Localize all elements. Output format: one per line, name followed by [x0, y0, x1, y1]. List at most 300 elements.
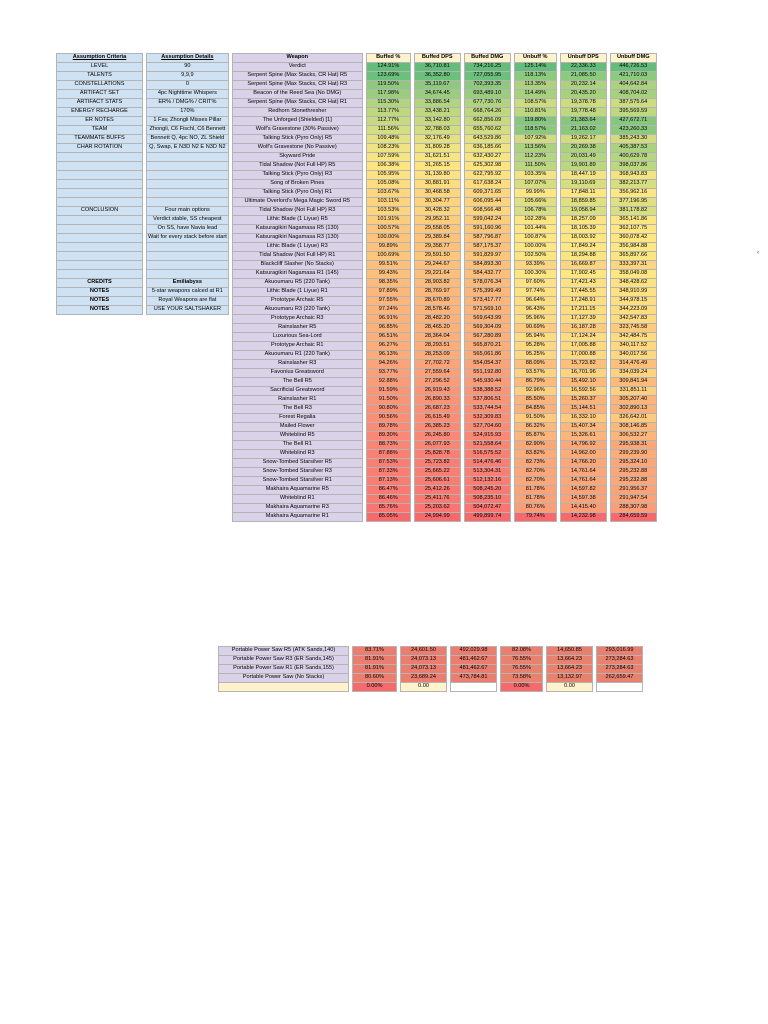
- buffed-dmg-cell[interactable]: 565,061.86: [464, 351, 510, 360]
- weapon-name-cell[interactable]: Whiteblind R1: [232, 495, 362, 504]
- buffed-pct-cell[interactable]: 112.77%: [366, 117, 410, 126]
- buffed-dps-cell[interactable]: 26,890.33: [414, 396, 460, 405]
- unbuff-pct-cell[interactable]: 96.64%: [514, 297, 556, 306]
- details-cell[interactable]: USE YOUR SALTSHAKER: [147, 306, 229, 315]
- buffed-dps-cell[interactable]: 23,689.24: [401, 674, 447, 683]
- buffed-pct-cell[interactable]: 93.77%: [366, 369, 410, 378]
- unbuff-dps-cell[interactable]: 17,848.11: [560, 189, 606, 198]
- unbuff-pct-cell[interactable]: 119.80%: [514, 117, 556, 126]
- unbuff-pct-cell[interactable]: 105.66%: [514, 198, 556, 207]
- weapon-name-cell[interactable]: Blackcliff Slasher (No Stacks): [232, 261, 362, 270]
- unbuff-dps-cell[interactable]: 14,766.20: [560, 459, 606, 468]
- buffed-dmg-cell[interactable]: 481,462.67: [451, 656, 497, 665]
- weapon-name-cell[interactable]: Makhaira Aquamarine R5: [232, 486, 362, 495]
- unbuff-dps-cell[interactable]: 21,085.50: [560, 72, 606, 81]
- unbuff-pct-cell[interactable]: 85.87%: [514, 432, 556, 441]
- unbuff-dmg-cell[interactable]: 344,978.15: [610, 297, 656, 306]
- unbuff-pct-cell[interactable]: 107.92%: [514, 135, 556, 144]
- weapon-name-cell[interactable]: Whiteblind R3: [232, 450, 362, 459]
- unbuff-dps-cell[interactable]: 22,336.33: [560, 63, 606, 72]
- unbuff-dmg-cell[interactable]: [597, 683, 643, 692]
- details-cell[interactable]: Four main options: [147, 207, 229, 216]
- unbuff-dmg-cell[interactable]: 387,575.64: [610, 99, 656, 108]
- buffed-pct-cell[interactable]: 103.67%: [366, 189, 410, 198]
- buffed-pct-cell[interactable]: 96.27%: [366, 342, 410, 351]
- weapon-name-cell[interactable]: Akuoumaru R3 (220 Tank): [232, 306, 362, 315]
- details-cell[interactable]: [147, 243, 229, 252]
- weapon-name-cell[interactable]: Makhaira Aquamarine R3: [232, 504, 362, 513]
- buffed-dps-cell[interactable]: 27,559.64: [414, 369, 460, 378]
- buffed-dps-cell[interactable]: 28,670.89: [414, 297, 460, 306]
- buffed-dmg-cell[interactable]: 569,304.09: [464, 324, 510, 333]
- buffed-pct-cell[interactable]: 100.00%: [366, 234, 410, 243]
- buffed-dps-cell[interactable]: 30,881.91: [414, 180, 460, 189]
- buffed-dps-cell[interactable]: 28,903.82: [414, 279, 460, 288]
- unbuff-dps-cell[interactable]: 14,415.40: [560, 504, 606, 513]
- weapon-name-cell[interactable]: Serpent Spine (Max Stacks, CR Hat) R1: [232, 99, 362, 108]
- unbuff-dmg-cell[interactable]: 421,710.03: [610, 72, 656, 81]
- criteria-cell[interactable]: [57, 198, 143, 207]
- buffed-dmg-cell[interactable]: 668,764.26: [464, 108, 510, 117]
- buffed-dps-cell[interactable]: 29,244.67: [414, 261, 460, 270]
- buffed-pct-cell[interactable]: 96.85%: [366, 324, 410, 333]
- unbuff-dmg-cell[interactable]: 395,569.59: [610, 108, 656, 117]
- buffed-dps-cell[interactable]: 31,809.28: [414, 144, 460, 153]
- unbuff-dps-cell[interactable]: 15,723.82: [560, 360, 606, 369]
- unbuff-dmg-cell[interactable]: 344,223.09: [610, 306, 656, 315]
- weapon-name-cell[interactable]: Forest Regalia: [232, 414, 362, 423]
- buffed-dmg-cell[interactable]: 573,417.77: [464, 297, 510, 306]
- unbuff-pct-cell[interactable]: 110.81%: [514, 108, 556, 117]
- criteria-cell[interactable]: [57, 216, 143, 225]
- weapon-name-cell[interactable]: Talking Stick (Pyro Only) R3: [232, 171, 362, 180]
- buffed-dps-cell[interactable]: 27,702.72: [414, 360, 460, 369]
- buffed-dmg-cell[interactable]: 508,235.10: [464, 495, 510, 504]
- unbuff-dmg-cell[interactable]: 326,642.01: [610, 414, 656, 423]
- details-cell[interactable]: 5-star weapons calced at R1: [147, 288, 229, 297]
- unbuff-dps-cell[interactable]: 17,421.43: [560, 279, 606, 288]
- buffed-dmg-cell[interactable]: 538,388.52: [464, 387, 510, 396]
- buffed-dps-cell[interactable]: 32,176.49: [414, 135, 460, 144]
- buffed-pct-cell[interactable]: 123.69%: [366, 72, 410, 81]
- buffed-dps-cell[interactable]: 25,411.76: [414, 495, 460, 504]
- unbuff-pct-cell[interactable]: 92.96%: [514, 387, 556, 396]
- unbuff-dps-cell[interactable]: 14,597.82: [560, 486, 606, 495]
- unbuff-dps-cell[interactable]: 21,163.02: [560, 126, 606, 135]
- buffed-dmg-cell[interactable]: 636,185.66: [464, 144, 510, 153]
- buffed-dmg-cell[interactable]: 643,529.86: [464, 135, 510, 144]
- unbuff-pct-cell[interactable]: 90.69%: [514, 324, 556, 333]
- criteria-cell[interactable]: [57, 270, 143, 279]
- buffed-dmg-cell[interactable]: 584,432.77: [464, 270, 510, 279]
- unbuff-pct-cell[interactable]: 82.90%: [514, 441, 556, 450]
- weapon-name-cell[interactable]: Portable Power Saw R3 (ER Sands,145): [219, 656, 349, 665]
- criteria-cell[interactable]: TEAMMATE BUFFS: [57, 135, 143, 144]
- unbuff-dmg-cell[interactable]: 408,704.02: [610, 90, 656, 99]
- unbuff-dps-cell[interactable]: 18,294.88: [560, 252, 606, 261]
- unbuff-pct-cell[interactable]: 96.43%: [514, 306, 556, 315]
- buffed-dmg-cell[interactable]: 545,930.44: [464, 378, 510, 387]
- unbuff-dps-cell[interactable]: 18,859.85: [560, 198, 606, 207]
- buffed-dps-cell[interactable]: 26,245.80: [414, 432, 460, 441]
- unbuff-dps-cell[interactable]: 16,592.56: [560, 387, 606, 396]
- criteria-cell[interactable]: NOTES: [57, 297, 143, 306]
- weapon-name-cell[interactable]: Tidal Shadow (Not Full HP) R5: [232, 162, 362, 171]
- unbuff-pct-cell[interactable]: 91.50%: [514, 414, 556, 423]
- weapon-name-cell[interactable]: Wolf's Gravestone (30% Passive): [232, 126, 362, 135]
- buffed-pct-cell[interactable]: 101.91%: [366, 216, 410, 225]
- buffed-pct-cell[interactable]: 109.48%: [366, 135, 410, 144]
- buffed-dmg-cell[interactable]: 527,704.60: [464, 423, 510, 432]
- buffed-dps-cell[interactable]: 28,769.97: [414, 288, 460, 297]
- buffed-dps-cell[interactable]: 25,203.62: [414, 504, 460, 513]
- weapon-name-cell[interactable]: Snow-Tombed Starsilver R3: [232, 468, 362, 477]
- buffed-pct-cell[interactable]: 105.08%: [366, 180, 410, 189]
- details-cell[interactable]: Zhongli, C6 Fischl, C6 Bennett: [147, 126, 229, 135]
- details-cell[interactable]: [147, 162, 229, 171]
- buffed-dps-cell[interactable]: 24,073.13: [401, 656, 447, 665]
- buffed-dps-cell[interactable]: 30,304.77: [414, 198, 460, 207]
- buffed-dmg-cell[interactable]: 727,055.95: [464, 72, 510, 81]
- unbuff-dmg-cell[interactable]: 381,178.82: [610, 207, 656, 216]
- buffed-dps-cell[interactable]: 33,438.21: [414, 108, 460, 117]
- buffed-dps-cell[interactable]: 28,364.04: [414, 333, 460, 342]
- unbuff-dps-cell[interactable]: 15,492.10: [560, 378, 606, 387]
- unbuff-pct-cell[interactable]: 113.56%: [514, 144, 556, 153]
- details-cell[interactable]: Emiliabyss: [147, 279, 229, 288]
- unbuff-dmg-cell[interactable]: 340,017.56: [610, 351, 656, 360]
- buffed-pct-cell[interactable]: 90.56%: [366, 414, 410, 423]
- criteria-cell[interactable]: CREDITS: [57, 279, 143, 288]
- buffed-pct-cell[interactable]: 103.11%: [366, 198, 410, 207]
- unbuff-dps-cell[interactable]: 15,326.61: [560, 432, 606, 441]
- unbuff-pct-cell[interactable]: 82.08%: [501, 647, 543, 656]
- unbuff-dps-cell[interactable]: 15,260.37: [560, 396, 606, 405]
- buffed-pct-cell[interactable]: 88.73%: [366, 441, 410, 450]
- weapon-name-cell[interactable]: Lithic Blade (1 Liyue) R3: [232, 243, 362, 252]
- criteria-cell[interactable]: NOTES: [57, 306, 143, 315]
- buffed-pct-cell[interactable]: 97.55%: [366, 297, 410, 306]
- buffed-dps-cell[interactable]: 26,385.23: [414, 423, 460, 432]
- unbuff-dps-cell[interactable]: 20,031.49: [560, 153, 606, 162]
- buffed-dmg-cell[interactable]: 571,569.10: [464, 306, 510, 315]
- unbuff-dmg-cell[interactable]: 356,962.16: [610, 189, 656, 198]
- details-cell[interactable]: 9,9,9: [147, 72, 229, 81]
- unbuff-dmg-cell[interactable]: 309,841.94: [610, 378, 656, 387]
- buffed-pct-cell[interactable]: 117.98%: [366, 90, 410, 99]
- buffed-dps-cell[interactable]: 28,465.20: [414, 324, 460, 333]
- unbuff-pct-cell[interactable]: 118.13%: [514, 72, 556, 81]
- unbuff-dmg-cell[interactable]: 295,324.10: [610, 459, 656, 468]
- unbuff-pct-cell[interactable]: 86.32%: [514, 423, 556, 432]
- buffed-dmg-cell[interactable]: 622,795.92: [464, 171, 510, 180]
- unbuff-pct-cell[interactable]: 100.30%: [514, 270, 556, 279]
- unbuff-dps-cell[interactable]: 16,669.87: [560, 261, 606, 270]
- buffed-dps-cell[interactable]: 33,142.80: [414, 117, 460, 126]
- buffed-dps-cell[interactable]: 24,994.99: [414, 513, 460, 522]
- buffed-dmg-cell[interactable]: 567,280.89: [464, 333, 510, 342]
- details-cell[interactable]: [147, 252, 229, 261]
- weapon-name-cell[interactable]: Serpent Spine (Max Stacks, CR Hat) R3: [232, 81, 362, 90]
- unbuff-dmg-cell[interactable]: 446,726.53: [610, 63, 656, 72]
- buffed-dps-cell[interactable]: 25,723.82: [414, 459, 460, 468]
- unbuff-dps-cell[interactable]: 17,445.55: [560, 288, 606, 297]
- buffed-dmg-cell[interactable]: 513,304.31: [464, 468, 510, 477]
- criteria-cell[interactable]: TEAM: [57, 126, 143, 135]
- unbuff-dmg-cell[interactable]: 427,672.71: [610, 117, 656, 126]
- unbuff-dmg-cell[interactable]: 362,107.75: [610, 225, 656, 234]
- unbuff-dps-cell[interactable]: 19,778.48: [560, 108, 606, 117]
- buffed-dmg-cell[interactable]: 504,072.47: [464, 504, 510, 513]
- unbuff-dmg-cell[interactable]: 295,938.31: [610, 441, 656, 450]
- criteria-cell[interactable]: [57, 243, 143, 252]
- details-cell[interactable]: ER% / DMG% / CRIT%: [147, 99, 229, 108]
- unbuff-dps-cell[interactable]: 14,597.38: [560, 495, 606, 504]
- buffed-dps-cell[interactable]: 31,265.15: [414, 162, 460, 171]
- buffed-pct-cell[interactable]: 124.91%: [366, 63, 410, 72]
- buffed-dps-cell[interactable]: 26,919.43: [414, 387, 460, 396]
- unbuff-dps-cell[interactable]: 17,005.88: [560, 342, 606, 351]
- buffed-dmg-cell[interactable]: 533,744.54: [464, 405, 510, 414]
- buffed-pct-cell[interactable]: 106.38%: [366, 162, 410, 171]
- unbuff-pct-cell[interactable]: 76.55%: [501, 656, 543, 665]
- buffed-pct-cell[interactable]: 91.50%: [366, 396, 410, 405]
- unbuff-pct-cell[interactable]: 85.50%: [514, 396, 556, 405]
- weapon-name-cell[interactable]: Prototype Archaic R5: [232, 297, 362, 306]
- unbuff-dps-cell[interactable]: 16,187.28: [560, 324, 606, 333]
- buffed-dps-cell[interactable]: 31,621.51: [414, 153, 460, 162]
- unbuff-pct-cell[interactable]: 114.49%: [514, 90, 556, 99]
- unbuff-dps-cell[interactable]: 21,383.64: [560, 117, 606, 126]
- unbuff-dps-cell[interactable]: 17,211.15: [560, 306, 606, 315]
- weapon-name-cell[interactable]: Wolf's Gravestone (No Passive): [232, 144, 362, 153]
- unbuff-pct-cell[interactable]: 112.23%: [514, 153, 556, 162]
- unbuff-dmg-cell[interactable]: 295,232.88: [610, 477, 656, 486]
- unbuff-dmg-cell[interactable]: 360,078.42: [610, 234, 656, 243]
- weapon-name-cell[interactable]: Serpent Spine (Max Stacks, CR Hat) R5: [232, 72, 362, 81]
- buffed-dmg-cell[interactable]: 551,192.80: [464, 369, 510, 378]
- buffed-pct-cell[interactable]: 100.69%: [366, 252, 410, 261]
- details-cell[interactable]: 0: [147, 81, 229, 90]
- weapon-name-cell[interactable]: Sacrificial Greatsword: [232, 387, 362, 396]
- unbuff-pct-cell[interactable]: 93.39%: [514, 261, 556, 270]
- unbuff-pct-cell[interactable]: 97.74%: [514, 288, 556, 297]
- buffed-pct-cell[interactable]: 92.88%: [366, 378, 410, 387]
- unbuff-pct-cell[interactable]: 108.57%: [514, 99, 556, 108]
- unbuff-pct-cell[interactable]: 125.14%: [514, 63, 556, 72]
- unbuff-dps-cell[interactable]: 19,110.69: [560, 180, 606, 189]
- unbuff-dmg-cell[interactable]: 308,146.85: [610, 423, 656, 432]
- criteria-cell[interactable]: [57, 189, 143, 198]
- unbuff-dps-cell[interactable]: 17,849.24: [560, 243, 606, 252]
- buffed-dps-cell[interactable]: 30,468.58: [414, 189, 460, 198]
- unbuff-pct-cell[interactable]: 73.58%: [501, 674, 543, 683]
- buffed-pct-cell[interactable]: 89.78%: [366, 423, 410, 432]
- criteria-cell[interactable]: CONSTELLATIONS: [57, 81, 143, 90]
- buffed-dps-cell[interactable]: 29,591.50: [414, 252, 460, 261]
- buffed-pct-cell[interactable]: 87.88%: [366, 450, 410, 459]
- details-cell[interactable]: 4pc Nighttime Whispers: [147, 90, 229, 99]
- unbuff-dps-cell[interactable]: 18,105.39: [560, 225, 606, 234]
- unbuff-pct-cell[interactable]: 81.78%: [514, 486, 556, 495]
- buffed-dmg-cell[interactable]: 521,558.64: [464, 441, 510, 450]
- buffed-dps-cell[interactable]: 28,293.51: [414, 342, 460, 351]
- unbuff-dmg-cell[interactable]: 404,642.84: [610, 81, 656, 90]
- buffed-pct-cell[interactable]: 103.53%: [366, 207, 410, 216]
- details-cell[interactable]: 1 Fav, Zhongli Misses Pillar: [147, 117, 229, 126]
- buffed-dps-cell[interactable]: 29,221.64: [414, 270, 460, 279]
- unbuff-dmg-cell[interactable]: 365,897.66: [610, 252, 656, 261]
- unbuff-dmg-cell[interactable]: 358,049.08: [610, 270, 656, 279]
- buffed-dps-cell[interactable]: 25,828.78: [414, 450, 460, 459]
- buffed-pct-cell[interactable]: 80.60%: [353, 674, 397, 683]
- unbuff-dps-cell[interactable]: 19,058.94: [560, 207, 606, 216]
- unbuff-dps-cell[interactable]: 18,447.19: [560, 171, 606, 180]
- buffed-dmg-cell[interactable]: 617,638.24: [464, 180, 510, 189]
- buffed-dmg-cell[interactable]: 565,870.21: [464, 342, 510, 351]
- buffed-dps-cell[interactable]: 30,428.32: [414, 207, 460, 216]
- unbuff-dmg-cell[interactable]: 333,397.31: [610, 261, 656, 270]
- criteria-cell[interactable]: LEVEL: [57, 63, 143, 72]
- buffed-pct-cell[interactable]: 96.13%: [366, 351, 410, 360]
- weapon-name-cell[interactable]: Prototype Archaic R3: [232, 315, 362, 324]
- buffed-pct-cell[interactable]: 0.00%: [353, 683, 397, 692]
- weapon-name-cell[interactable]: Katsuragikiri Nagamasa R3 (130): [232, 234, 362, 243]
- buffed-dmg-cell[interactable]: 609,371.65: [464, 189, 510, 198]
- details-cell[interactable]: [147, 270, 229, 279]
- unbuff-pct-cell[interactable]: 103.35%: [514, 171, 556, 180]
- buffed-pct-cell[interactable]: 96.51%: [366, 333, 410, 342]
- buffed-pct-cell[interactable]: 99.89%: [366, 243, 410, 252]
- unbuff-dps-cell[interactable]: 14,650.85: [547, 647, 593, 656]
- weapon-name-cell[interactable]: Rainslasher R5: [232, 324, 362, 333]
- details-cell[interactable]: [147, 189, 229, 198]
- weapon-name-cell[interactable]: Tidal Shadow (Not Full HP) R3: [232, 207, 362, 216]
- criteria-cell[interactable]: NOTES: [57, 288, 143, 297]
- header-weapon[interactable]: Weapon: [232, 54, 362, 63]
- unbuff-dmg-cell[interactable]: 405,387.53: [610, 144, 656, 153]
- unbuff-pct-cell[interactable]: 86.79%: [514, 378, 556, 387]
- buffed-pct-cell[interactable]: 85.76%: [366, 504, 410, 513]
- weapon-name-cell[interactable]: Whiteblind R5: [232, 432, 362, 441]
- buffed-pct-cell[interactable]: 83.71%: [353, 647, 397, 656]
- header-unbuff-pct[interactable]: Unbuff %: [514, 54, 556, 63]
- buffed-dmg-cell[interactable]: 524,915.93: [464, 432, 510, 441]
- unbuff-dps-cell[interactable]: 15,407.34: [560, 423, 606, 432]
- criteria-cell[interactable]: CHAR ROTATION: [57, 144, 143, 153]
- buffed-dmg-cell[interactable]: 625,302.98: [464, 162, 510, 171]
- buffed-pct-cell[interactable]: 119.50%: [366, 81, 410, 90]
- unbuff-dmg-cell[interactable]: 299,239.90: [610, 450, 656, 459]
- buffed-dmg-cell[interactable]: 632,430.27: [464, 153, 510, 162]
- buffed-dps-cell[interactable]: 27,296.52: [414, 378, 460, 387]
- buffed-pct-cell[interactable]: 87.53%: [366, 459, 410, 468]
- unbuff-dmg-cell[interactable]: 262,659.47: [597, 674, 643, 683]
- buffed-dps-cell[interactable]: 31,139.80: [414, 171, 460, 180]
- buffed-dps-cell[interactable]: 25,606.61: [414, 477, 460, 486]
- buffed-pct-cell[interactable]: 108.23%: [366, 144, 410, 153]
- header-buffed-pct[interactable]: Buffed %: [366, 54, 410, 63]
- unbuff-pct-cell[interactable]: 100.00%: [514, 243, 556, 252]
- unbuff-pct-cell[interactable]: 76.55%: [501, 665, 543, 674]
- unbuff-dps-cell[interactable]: 17,902.45: [560, 270, 606, 279]
- buffed-pct-cell[interactable]: 94.26%: [366, 360, 410, 369]
- weapon-name-cell[interactable]: Talking Stick (Pyro Only) R1: [232, 189, 362, 198]
- buffed-dps-cell[interactable]: 29,558.05: [414, 225, 460, 234]
- weapon-name-cell[interactable]: Akuoumaru R5 (220 Tank): [232, 279, 362, 288]
- unbuff-dps-cell[interactable]: 20,232.14: [560, 81, 606, 90]
- criteria-cell[interactable]: [57, 234, 143, 243]
- weapon-name-cell[interactable]: Rainslasher R1: [232, 396, 362, 405]
- unbuff-pct-cell[interactable]: 82.73%: [514, 459, 556, 468]
- unbuff-dmg-cell[interactable]: 302,890.13: [610, 405, 656, 414]
- unbuff-dmg-cell[interactable]: 331,851.11: [610, 387, 656, 396]
- weapon-name-cell[interactable]: Favonius Greatsword: [232, 369, 362, 378]
- unbuff-pct-cell[interactable]: 84.85%: [514, 405, 556, 414]
- buffed-dmg-cell[interactable]: 608,566.48: [464, 207, 510, 216]
- criteria-cell[interactable]: ARTIFACT STATS: [57, 99, 143, 108]
- details-cell[interactable]: [147, 180, 229, 189]
- unbuff-dmg-cell[interactable]: 306,532.27: [610, 432, 656, 441]
- unbuff-dps-cell[interactable]: 19,901.89: [560, 162, 606, 171]
- unbuff-pct-cell[interactable]: 106.78%: [514, 207, 556, 216]
- unbuff-dmg-cell[interactable]: 288,307.98: [610, 504, 656, 513]
- buffed-pct-cell[interactable]: 86.47%: [366, 486, 410, 495]
- weapon-name-cell[interactable]: Skyward Pride: [232, 153, 362, 162]
- buffed-dmg-cell[interactable]: 512,132.16: [464, 477, 510, 486]
- buffed-dmg-cell[interactable]: 575,399.49: [464, 288, 510, 297]
- criteria-cell[interactable]: ENERGY RECHARGE: [57, 108, 143, 117]
- weapon-name-cell[interactable]: Portable Power Saw (No Stacks): [219, 674, 349, 683]
- weapon-name-cell[interactable]: Akuoumaru R1 (220 Tank): [232, 351, 362, 360]
- criteria-cell[interactable]: [57, 225, 143, 234]
- buffed-dps-cell[interactable]: 0.00: [401, 683, 447, 692]
- unbuff-dmg-cell[interactable]: 323,745.58: [610, 324, 656, 333]
- buffed-dmg-cell[interactable]: 591,160.96: [464, 225, 510, 234]
- buffed-pct-cell[interactable]: 100.57%: [366, 225, 410, 234]
- buffed-dps-cell[interactable]: 24,601.50: [401, 647, 447, 656]
- unbuff-pct-cell[interactable]: 82.70%: [514, 477, 556, 486]
- buffed-dmg-cell[interactable]: 473,784.81: [451, 674, 497, 683]
- unbuff-dmg-cell[interactable]: 342,547.83: [610, 315, 656, 324]
- unbuff-pct-cell[interactable]: 100.87%: [514, 234, 556, 243]
- unbuff-dps-cell[interactable]: 13,664.23: [547, 665, 593, 674]
- buffed-dps-cell[interactable]: 33,886.54: [414, 99, 460, 108]
- unbuff-pct-cell[interactable]: 95.25%: [514, 351, 556, 360]
- unbuff-dps-cell[interactable]: 18,257.09: [560, 216, 606, 225]
- buffed-dps-cell[interactable]: 32,788.03: [414, 126, 460, 135]
- weapon-name-cell[interactable]: Beacon of the Reed Sea (No DMG): [232, 90, 362, 99]
- unbuff-dmg-cell[interactable]: 284,659.59: [610, 513, 656, 522]
- unbuff-dps-cell[interactable]: 19,378.78: [560, 99, 606, 108]
- header-unbuff-dmg[interactable]: Unbuff DMG: [610, 54, 656, 63]
- buffed-pct-cell[interactable]: 99.43%: [366, 270, 410, 279]
- unbuff-pct-cell[interactable]: 88.09%: [514, 360, 556, 369]
- unbuff-dmg-cell[interactable]: 400,629.78: [610, 153, 656, 162]
- weapon-name-cell[interactable]: The Bell R5: [232, 378, 362, 387]
- unbuff-dps-cell[interactable]: 15,144.51: [560, 405, 606, 414]
- unbuff-dps-cell[interactable]: 17,248.91: [560, 297, 606, 306]
- buffed-pct-cell[interactable]: 98.35%: [366, 279, 410, 288]
- details-cell[interactable]: [147, 198, 229, 207]
- unbuff-dmg-cell[interactable]: 365,141.86: [610, 216, 656, 225]
- criteria-cell[interactable]: [57, 171, 143, 180]
- buffed-dmg-cell[interactable]: 693,489.10: [464, 90, 510, 99]
- unbuff-dps-cell[interactable]: 13,132.97: [547, 674, 593, 683]
- unbuff-dmg-cell[interactable]: 385,243.30: [610, 135, 656, 144]
- unbuff-pct-cell[interactable]: 102.28%: [514, 216, 556, 225]
- weapon-name-cell[interactable]: Portable Power Saw R1 (ER Sands,155): [219, 665, 349, 674]
